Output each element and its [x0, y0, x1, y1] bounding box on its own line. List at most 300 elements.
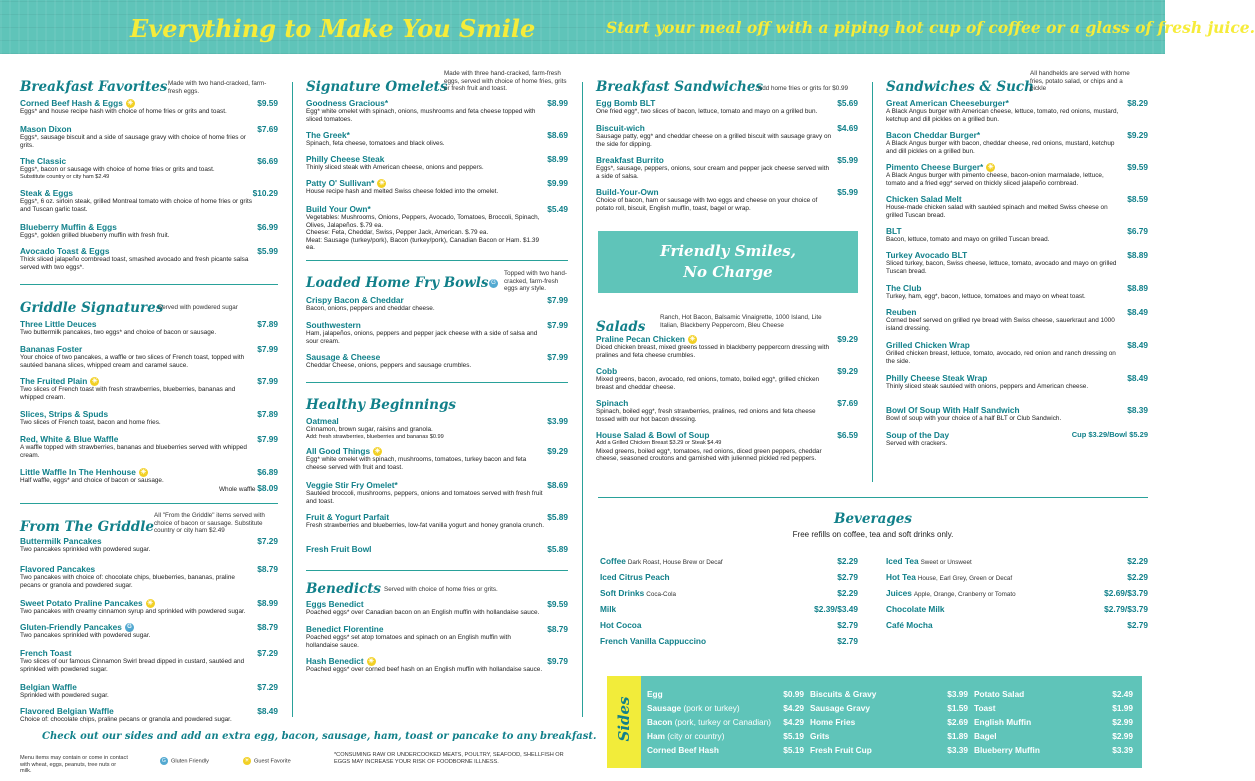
- item-name: Benedict Florentine: [306, 624, 384, 634]
- friendly-smiles-banner: [598, 231, 858, 293]
- item-extra: Add a Grilled Chicken Breast $3.29 or Steak $4.49: [596, 440, 722, 446]
- item-description: Spinach, feta cheese, tomatoes and black olives.: [306, 140, 445, 147]
- section-note: Topped with two hand-cracked, farm-fresh eggs any style.: [504, 270, 568, 292]
- side-item: [974, 744, 1133, 758]
- item-price: $6.99: [257, 222, 278, 232]
- item-price: $8.89: [1127, 283, 1148, 293]
- item-price: $7.99: [257, 434, 278, 444]
- item-price: $7.29: [257, 648, 278, 658]
- item-price: $5.49: [547, 204, 568, 214]
- item-description: Eggs*, 6 oz. sirloin steak, grilled Montreal tomato with choice of home fries or grits and Tuscan garlic toast.: [20, 198, 252, 213]
- menu-item: [20, 188, 278, 213]
- side-item: [974, 730, 1133, 744]
- item-price: $9.79: [547, 656, 568, 666]
- side-item: [810, 688, 968, 702]
- side-name: Bacon: [647, 717, 673, 727]
- menu-item: [596, 187, 858, 212]
- menu-item: [306, 130, 568, 148]
- beverage-desc: Dark Roast, House Brew or Decaf: [627, 559, 723, 566]
- item-name: Philly Cheese Steak Wrap: [886, 373, 988, 383]
- item-price: $9.29: [837, 366, 858, 376]
- menu-item: [20, 222, 278, 240]
- item-description: Mixed greens, bacon, avocado, red onions, tomato, boiled egg*, grilled chicken breast and cheddar cheese.: [596, 376, 820, 391]
- item-description: Half waffle, eggs* and choice of bacon or sausage.: [20, 477, 164, 485]
- beverage-row: [886, 619, 1148, 635]
- menu-item: [886, 162, 1148, 188]
- item-description: Egg* white omelet with spinach, onions, mushrooms and feta cheese topped with sliced tomatoes.: [306, 108, 536, 123]
- item-name: Egg Bomb BLT: [596, 98, 656, 108]
- item-price: $5.99: [257, 246, 278, 256]
- item-name: Oatmeal: [306, 416, 339, 426]
- side-item: [810, 730, 968, 744]
- item-price: $7.99: [547, 320, 568, 330]
- section-title: From The Griddle: [20, 519, 154, 535]
- sides-label: Sides: [615, 696, 633, 742]
- gluten-free-icon: G: [160, 757, 168, 765]
- item-price: $8.29: [1127, 98, 1148, 108]
- menu-item: [886, 194, 1148, 219]
- section-note: Add home fries or grits for $0.99: [758, 85, 848, 92]
- item-name: Crispy Bacon & Cheddar: [306, 295, 404, 305]
- side-name: English Muffin: [974, 717, 1032, 727]
- item-price: $9.29: [547, 446, 568, 456]
- build-vegetables: Vegetables: Mushrooms, Onions, Peppers, Avocado, Tomatoes, Broccoli, Spinach, Olives, Jalapeños. $.79 ea.: [306, 214, 540, 229]
- beverage-name: Hot Cocoa: [600, 620, 642, 630]
- side-item: [647, 730, 804, 744]
- item-price: $8.59: [1127, 194, 1148, 204]
- section-title: Griddle Signatures: [20, 300, 164, 316]
- whole-waffle-price: $8.09: [257, 482, 278, 493]
- item-price: $7.69: [837, 398, 858, 408]
- item-name: Gluten-Friendly Pancakes: [20, 622, 122, 632]
- allergen-note: Menu items may contain or come in contact with wheat, eggs, peanuts, tree nuts or milk.: [20, 755, 128, 775]
- section-note: Served with choice of home fries or grits.: [384, 586, 498, 593]
- item-name: Red, White & Blue Waffle: [20, 434, 119, 444]
- beverage-row: [600, 587, 858, 603]
- item-description: Two pancakes with choice of: chocolate chips, blueberries, bananas, praline pecans or granola and powdered sugar.: [20, 574, 235, 589]
- side-name: Egg: [647, 689, 663, 699]
- menu-item: [306, 544, 568, 554]
- item-description: A Black Angus burger with American cheese, lettuce, tomato, red onions, mustard, ketchup and dill pickles on a grilled bun.: [886, 108, 1119, 123]
- item-price: $5.89: [547, 544, 568, 554]
- item-description: Choice of: chocolate chips, praline pecans or granola and powdered sugar.: [20, 716, 232, 723]
- sun-icon: ☀: [374, 448, 381, 456]
- item-name: Blueberry Muffin & Eggs: [20, 222, 117, 232]
- beverage-name: Chocolate Milk: [886, 604, 945, 614]
- section-divider: [306, 570, 568, 571]
- menu-item: [20, 598, 278, 616]
- beverage-name: French Vanilla Cappuccino: [600, 636, 707, 646]
- item-name: Slices, Strips & Spuds: [20, 409, 109, 419]
- item-description: Diced chicken breast, mixed greens tossed in blackberry peppercorn dressing with pralines and feta cheese crumbles.: [596, 344, 830, 359]
- beverage-price: $2.79: [837, 620, 858, 630]
- sides-tab: [607, 676, 641, 768]
- side-item: [647, 688, 804, 702]
- item-description: Bacon, lettuce, tomato and mayo on grilled Tuscan bread.: [886, 236, 1050, 243]
- menu-item: [886, 340, 1148, 365]
- item-description: Eggs* and house recipe hash with choice of home fries or grits and toast.: [20, 108, 227, 116]
- item-description: Sliced turkey, bacon, Swiss cheese, lettuce, tomato, avocado and mayo on grilled Tuscan bread.: [886, 260, 1117, 275]
- item-description: A Black Angus burger with pimento cheese, bacon-onion marmalade, lettuce, tomato and a fried egg* served on thickly sliced jalapeño cornbread.: [886, 172, 1104, 187]
- item-description: Two slices of French toast, bacon and home fries.: [20, 419, 161, 426]
- item-description: Served with crackers.: [886, 440, 948, 447]
- beverage-price: $2.39/$3.49: [814, 604, 858, 614]
- side-price: $2.99: [1112, 717, 1133, 727]
- item-name: Belgian Waffle: [20, 682, 77, 692]
- item-name: BLT: [886, 226, 902, 236]
- build-meat: Meat: Sausage (turkey/pork), Bacon (turkey/pork), Canadian Bacon or Ham. $1.39 ea.: [306, 236, 540, 252]
- item-description: Your choice of two pancakes, a waffle or two slices of French toast, topped with sautéed banana slices, whipped cream and caramel sauce.: [20, 354, 245, 369]
- item-description: Cheddar Cheese, onions, peppers and sausage crumbles.: [306, 362, 472, 369]
- column-divider: [292, 82, 293, 717]
- menu-item: [306, 416, 568, 441]
- item-price: $7.89: [257, 409, 278, 419]
- menu-item: [886, 226, 1148, 244]
- item-name: Spinach: [596, 398, 629, 408]
- beverage-desc: House, Earl Grey, Green or Decaf: [917, 575, 1013, 582]
- item-name: Pimento Cheese Burger*: [886, 162, 984, 172]
- menu-item: [20, 124, 278, 149]
- menu-item: [306, 446, 568, 472]
- beverage-row: [886, 603, 1148, 619]
- item-name: Build Your Own*: [306, 204, 371, 214]
- item-description: Spinach, boiled egg*, fresh strawberries, pralines, red onions and feta cheese tossed with our hot bacon dressing.: [596, 408, 816, 423]
- side-name: Fresh Fruit Cup: [810, 745, 872, 755]
- side-price: $5.19: [783, 745, 804, 755]
- item-description: Two pancakes sprinkled with powdered sugar.: [20, 546, 151, 553]
- item-name: Biscuit-wich: [596, 123, 645, 133]
- side-price: $1.99: [1112, 703, 1133, 713]
- item-name: Hash Benedict: [306, 656, 364, 666]
- menu-item: [596, 366, 858, 391]
- section-note: Ranch, Hot Bacon, Balsamic Vinaigrette, 1000 Island, Lite Italian, Blackberry Peppercorn, Bleu Cheese: [660, 314, 822, 329]
- side-name: Blueberry Muffin: [974, 745, 1040, 755]
- section-title: Signature Omelets: [306, 79, 448, 95]
- item-price: $10.29: [252, 188, 278, 198]
- section-note: Made with two hand-cracked, farm-fresh eggs.: [168, 80, 267, 95]
- item-name: Great American Cheeseburger*: [886, 98, 1009, 108]
- section-title: Breakfast Sandwiches: [596, 79, 764, 95]
- item-price: $9.99: [547, 178, 568, 188]
- item-name: Fresh Fruit Bowl: [306, 544, 372, 554]
- menu-item: [20, 648, 278, 673]
- item-name: Cobb: [596, 366, 618, 376]
- item-name: The Club: [886, 283, 922, 293]
- side-price: $3.39: [1112, 745, 1133, 755]
- item-name: Reuben: [886, 307, 917, 317]
- item-price: $4.69: [837, 123, 858, 133]
- item-price: $7.99: [257, 376, 278, 386]
- side-name: Sausage Gravy: [810, 703, 870, 713]
- item-name: Flavored Belgian Waffle: [20, 706, 114, 716]
- item-price: $8.49: [1127, 373, 1148, 383]
- sides-callout: Check out our sides and add an extra egg, bacon, sausage, ham, toast or pancake to any breakfast.: [42, 731, 597, 742]
- menu-item: [886, 283, 1148, 301]
- gluten-legend-label: Gluten Friendly: [171, 758, 209, 765]
- beverage-price: $2.29: [1127, 572, 1148, 582]
- side-price: $3.39: [947, 745, 968, 755]
- side-name: Grits: [810, 731, 830, 741]
- side-item: [974, 716, 1133, 730]
- beverage-row: [600, 603, 858, 619]
- beverage-price: $2.29: [1127, 556, 1148, 566]
- menu-item: [20, 98, 278, 116]
- item-price: $6.79: [1127, 226, 1148, 236]
- gluten-free-icon: G: [125, 623, 134, 632]
- beverage-row: [886, 555, 1148, 571]
- item-name: House Salad & Bowl of Soup: [596, 430, 710, 440]
- item-description: Sautéed broccoli, mushrooms, peppers, onions and tomatoes served with fresh fruit and toast.: [306, 490, 543, 505]
- beverage-price: $2.79: [1127, 620, 1148, 630]
- item-description: Choice of bacon, ham or sausage with two eggs and cheese on your choice of potato roll, biscuit, English muffin, toast, bagel or wrap.: [596, 197, 818, 212]
- item-price: $7.29: [257, 682, 278, 692]
- item-name: Avocado Toast & Eggs: [20, 246, 110, 256]
- beverage-desc: Sweet or Unsweet: [920, 559, 972, 566]
- side-item: [647, 716, 804, 730]
- item-description: A waffle topped with strawberries, bananas and blueberries served with whipped cream.: [20, 444, 247, 459]
- menu-item: [20, 376, 278, 402]
- item-name: Corned Beef Hash & Eggs: [20, 98, 123, 108]
- side-name: Bagel: [974, 731, 997, 741]
- menu-item: [306, 512, 568, 530]
- beverages-title: Beverages: [834, 511, 912, 527]
- side-price: $0.99: [783, 689, 804, 699]
- menu-item: [20, 536, 278, 554]
- section-title: Healthy Beginnings: [306, 397, 456, 413]
- beverage-name: Juices: [886, 588, 912, 598]
- section-title: Benedicts: [306, 581, 382, 597]
- menu-item: [20, 434, 278, 459]
- banner-right-slogan: Start your meal off with a piping hot cup of coffee or a glass of fresh juice.: [606, 18, 1255, 37]
- menu-item: [596, 123, 858, 148]
- item-price: $8.69: [547, 130, 568, 140]
- item-name: The Classic: [20, 156, 67, 166]
- item-description: Two pancakes with creamy cinnamon syrup and sprinkled with powdered sugar.: [20, 608, 246, 616]
- consumer-advisory: *CONSUMING RAW OR UNDERCOOKED MEATS, POULTRY, SEAFOOD, SHELLFISH OR EGGS MAY INCREASE YOUR RISK OF FOODBORNE ILLNESS.: [334, 752, 564, 765]
- side-desc: (city or country): [667, 731, 725, 741]
- whole-waffle-label: Whole waffle: [218, 485, 256, 493]
- side-item: [810, 744, 968, 758]
- side-price: $4.29: [783, 703, 804, 713]
- menu-item: [20, 467, 278, 494]
- item-price: $8.99: [257, 598, 278, 608]
- item-name: Three Little Deuces: [20, 319, 97, 329]
- item-price: $9.59: [257, 98, 278, 108]
- build-cheese: Cheese: Feta, Cheddar, Swiss, Pepper Jack, American. $.79 ea.: [306, 229, 489, 237]
- item-description: Ham, jalapeños, onions, peppers and pepper jack cheese with a side of salsa and sour cream.: [306, 330, 538, 345]
- item-price: $5.69: [837, 98, 858, 108]
- side-name: Potato Salad: [974, 689, 1025, 699]
- friendly-line-2: No Charge: [683, 263, 773, 281]
- item-description: A Black Angus burger with bacon, cheddar cheese, red onions, mustard, ketchup and dill pickles on a grilled bun.: [886, 140, 1115, 155]
- menu-item: [20, 344, 278, 369]
- side-price: $2.49: [1112, 689, 1133, 699]
- menu-item: [20, 409, 278, 427]
- header-banner: [0, 0, 1255, 54]
- item-name: Steak & Eggs: [20, 188, 74, 198]
- menu-item: [596, 155, 858, 180]
- item-name: Bowl Of Soup With Half Sandwich: [886, 405, 1020, 415]
- item-name: Buttermilk Pancakes: [20, 536, 102, 546]
- item-price: $7.29: [257, 536, 278, 546]
- menu-item: [306, 178, 568, 196]
- item-name: Chicken Salad Melt: [886, 194, 962, 204]
- item-price: $5.99: [837, 155, 858, 165]
- item-description: Turkey, ham, egg*, bacon, lettuce, tomatoes and mayo on wheat toast.: [886, 293, 1086, 300]
- item-description: Eggs*, sausage, peppers, onions, sour cream and pepper jack cheese served with a side of salsa.: [596, 165, 830, 180]
- item-description: Sausage patty, egg* and cheddar cheese on a grilled biscuit with sausage gravy on the side for dipping.: [596, 133, 832, 148]
- beverage-list-right: [886, 555, 1148, 635]
- item-price: $8.49: [1127, 307, 1148, 317]
- side-price: $1.59: [947, 703, 968, 713]
- menu-item: [886, 373, 1148, 391]
- beverage-price: $2.29: [837, 588, 858, 598]
- item-price: $6.89: [257, 467, 278, 477]
- side-item: [974, 702, 1133, 716]
- item-extra: Substitute country or city ham $2.49: [20, 173, 110, 180]
- beverage-name: Café Mocha: [886, 620, 933, 630]
- item-name: Mason Dixon: [20, 124, 72, 134]
- sun-icon: ☀: [91, 378, 98, 386]
- side-name: Biscuits & Gravy: [810, 689, 877, 699]
- item-name: Praline Pecan Chicken: [596, 334, 686, 344]
- item-name: Eggs Benedict: [306, 599, 364, 609]
- item-price: Cup $3.29/Bowl $5.29: [1071, 430, 1148, 439]
- item-price: $3.99: [547, 416, 568, 426]
- menu-item: [20, 319, 278, 337]
- item-description: Thinly sliced steak with American cheese, onions and peppers.: [306, 164, 484, 171]
- column-divider: [582, 82, 583, 717]
- beverage-name: Iced Tea: [886, 556, 919, 566]
- item-description: Corned beef served on grilled rye bread with Swiss cheese, sauerkraut and 1000 island dressing.: [886, 317, 1115, 332]
- item-price: $5.99: [837, 187, 858, 197]
- item-name: Sweet Potato Praline Pancakes: [20, 598, 143, 608]
- side-item: [974, 688, 1133, 702]
- section-divider: [306, 260, 568, 261]
- menu-item: [306, 599, 568, 617]
- sides-column: [647, 688, 804, 758]
- item-name: All Good Things: [306, 446, 371, 456]
- item-price: $8.79: [257, 622, 278, 632]
- item-description: One fried egg*, two slices of bacon, lettuce, tomato and mayo on a grilled bun.: [596, 108, 818, 115]
- menu-item: [20, 246, 278, 271]
- sun-icon: ☀: [378, 180, 386, 188]
- sides-column: [974, 688, 1133, 758]
- item-description: Eggs*, bacon or sausage with choice of home fries or grits and toast.: [20, 166, 215, 173]
- item-name: Goodness Gracious*: [306, 98, 389, 108]
- item-description: Egg* white omelet with spinach, mushrooms, tomatoes, turkey bacon and feta cheese served with fruit and toast.: [306, 456, 527, 471]
- item-description: Eggs*, sausage biscuit and a side of sausage gravy with choice of home fries or grits.: [20, 134, 246, 149]
- item-description: Bacon, onions, peppers and cheddar cheese.: [306, 305, 435, 312]
- beverage-name: Iced Citrus Peach: [600, 572, 670, 582]
- item-price: $8.79: [257, 564, 278, 574]
- beverage-list-left: [600, 555, 858, 651]
- side-item: [647, 702, 804, 716]
- side-item: [810, 716, 968, 730]
- section-note: Served with powdered sugar: [158, 304, 238, 311]
- item-name: Bacon Cheddar Burger*: [886, 130, 981, 140]
- favorite-legend-label: Guest Favorite: [254, 758, 291, 765]
- item-price: $8.79: [547, 624, 568, 634]
- side-price: $3.99: [947, 689, 968, 699]
- menu-item: [306, 320, 568, 345]
- item-name: Soup of the Day: [886, 430, 950, 440]
- beverage-price: $2.79: [837, 636, 858, 646]
- item-price: $8.89: [1127, 250, 1148, 260]
- sun-icon: ☀: [140, 469, 147, 477]
- item-name: Veggie Stir Fry Omelet*: [306, 480, 398, 490]
- side-price: $5.19: [783, 731, 804, 741]
- item-name: Build-Your-Own: [596, 187, 659, 197]
- sun-icon: ☀: [689, 336, 696, 344]
- beverage-row: [600, 635, 858, 651]
- beverage-name: Milk: [600, 604, 617, 614]
- beverage-row: [600, 619, 858, 635]
- sun-icon: ☀: [987, 164, 994, 172]
- side-name: Sausage: [647, 703, 682, 713]
- menu-item: [596, 398, 858, 423]
- section-title: Salads: [596, 319, 646, 335]
- menu-item: [886, 98, 1148, 123]
- item-name: The Greek*: [306, 130, 350, 140]
- item-name: Philly Cheese Steak: [306, 154, 385, 164]
- menu-item: [596, 430, 858, 463]
- item-price: $9.29: [1127, 130, 1148, 140]
- item-extra: Add: fresh strawberries, blueberries and bananas $0.99: [306, 433, 444, 440]
- side-desc: (pork or turkey): [683, 703, 740, 713]
- item-description: Mixed greens, boiled egg*, tomatoes, red onions, diced green peppers, cheddar cheese, seasoned croutons and garnished with julienned pickled red peppers.: [596, 447, 822, 463]
- item-price: $7.99: [547, 352, 568, 362]
- item-description: Poached eggs* over Canadian bacon on an English muffin with hollandaise sauce.: [306, 609, 540, 616]
- item-description: Poached eggs* set atop tomatoes and spinach on an English muffin with hollandaise sauce.: [306, 634, 511, 649]
- item-price: $7.99: [257, 344, 278, 354]
- section-title: Breakfast Favorites: [20, 79, 168, 95]
- menu-item: [306, 480, 568, 505]
- side-item: [647, 744, 804, 758]
- section-divider: [598, 497, 1148, 498]
- side-name: Toast: [974, 703, 996, 713]
- item-name: Breakfast Burrito: [596, 155, 664, 165]
- sun-icon: ☀: [368, 658, 375, 666]
- beverage-row: [600, 555, 858, 571]
- item-description: Two slices of French toast with fresh strawberries, blueberries, bananas and whipped cream.: [20, 386, 236, 401]
- section-note: All "From the Griddle" items served with choice of bacon or sausage. Substitute country or city ham $2.49: [154, 512, 265, 534]
- item-name: French Toast: [20, 648, 72, 658]
- menu-item: [306, 295, 568, 313]
- item-name: The Fruited Plain: [20, 376, 88, 386]
- item-description: Poached eggs* over corned beef hash on an English muffin with hollandaise sauce.: [306, 666, 543, 674]
- item-price: $6.69: [257, 156, 278, 166]
- side-name: Corned Beef Hash: [647, 745, 719, 755]
- sun-icon: ☀: [127, 100, 134, 108]
- item-price: $9.29: [837, 334, 858, 344]
- item-name: Grilled Chicken Wrap: [886, 340, 970, 350]
- beverage-name: Coffee: [600, 556, 626, 566]
- beverage-price: $2.29: [837, 556, 858, 566]
- sun-icon: ☀: [244, 758, 250, 764]
- item-price: $9.59: [547, 599, 568, 609]
- beverage-row: [886, 571, 1148, 587]
- item-price: $7.89: [257, 319, 278, 329]
- section-divider: [20, 284, 278, 285]
- item-price: $6.59: [837, 430, 858, 440]
- menu-item: [886, 307, 1148, 332]
- banner-left-slogan: Everything to Make You Smile: [130, 14, 536, 43]
- item-price: $5.89: [547, 512, 568, 522]
- item-description: Two buttermilk pancakes, two eggs* and choice of bacon or sausage.: [20, 329, 217, 336]
- item-description: Thick sliced jalapeño cornbread toast, smashed avocado and fresh picante salsa served with two eggs*.: [20, 256, 249, 271]
- side-price: $2.99: [1112, 731, 1133, 741]
